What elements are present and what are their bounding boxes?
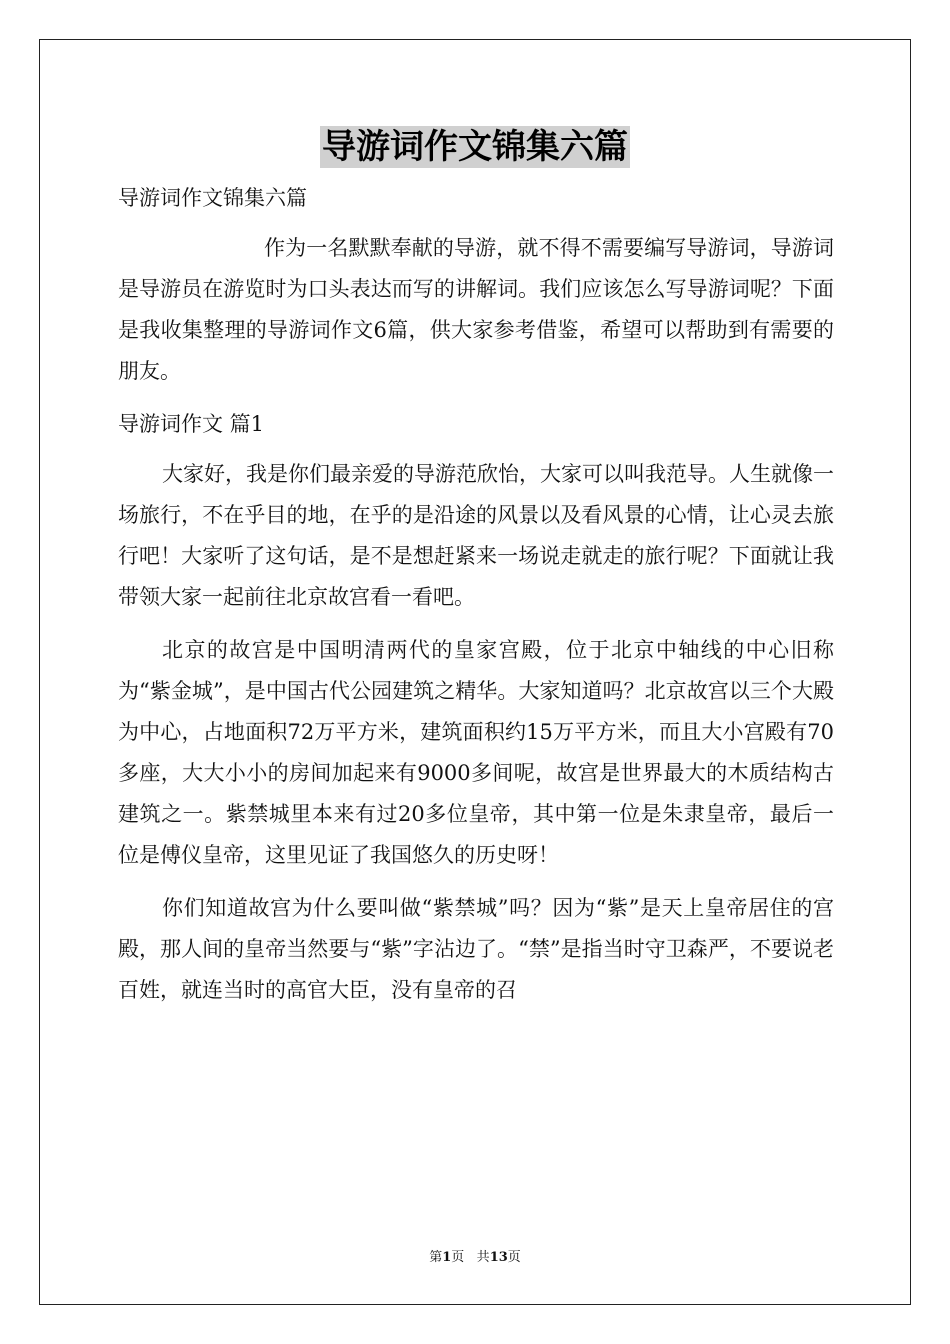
page-number: 1 xyxy=(442,1250,452,1265)
total-pages: 13 xyxy=(489,1250,508,1265)
section-heading: 导游词作文 篇1 xyxy=(118,412,265,436)
page-footer xyxy=(0,1246,950,1265)
body-paragraph-3: 你们知道故宫为什么要叫做“紫禁城”吗？因为“紫”是天上皇帝居住的宫殿，那人间的皇帝当然要与“紫”字沾边了。“禁”是指当时守卫森严，不要说老百姓，就连当时的高官大臣，没有皇帝的召 xyxy=(118,896,834,1002)
title-container xyxy=(0,126,950,168)
document-subtitle: 导游词作文锦集六篇 xyxy=(118,186,307,210)
page-suffix: 页 xyxy=(451,1250,465,1265)
page-prefix: 第 xyxy=(429,1250,443,1265)
intro-paragraph: 作为一名默默奉献的导游，就不得不需要编写导游词，导游词是导游员在游览时为口头表达而写的讲解词。我们应该怎么写导游词呢？下面是我收集整理的导游词作文6篇，供大家参考借鉴，希望可以帮助到有需要的朋友。 xyxy=(118,236,834,383)
body-paragraph-1: 大家好，我是你们最亲爱的导游范欣怡，大家可以叫我范导。人生就像一场旅行，不在乎目的地，在乎的是沿途的风景以及看风景的心情，让心灵去旅行吧！大家听了这句话，是不是想赶紧来一场说走就走的旅行呢？下面就让我带领大家一起前往北京故宫看一看吧。 xyxy=(118,462,834,609)
total-prefix: 共 xyxy=(476,1250,490,1265)
total-suffix: 页 xyxy=(507,1250,521,1265)
document-body xyxy=(118,178,834,1023)
body-paragraph-2: 北京的故宫是中国明清两代的皇家宫殿，位于北京中轴线的中心旧称为“紫金城”，是中国古代公园建筑之精华。大家知道吗？北京故宫以三个大殿为中心，占地面积72万平方米，建筑面积约15万平方米，而且大小宫殿有70多座，大大小小的房间加起来有9000多间呢，故宫是世界最大的木质结构古建筑之一。紫禁城里本来有过20多位皇帝，其中第一位是朱隶皇帝，最后一位是傅仪皇帝，这里见证了我国悠久的历史呀！ xyxy=(118,638,834,867)
document-title: 导游词作文锦集六篇 xyxy=(322,127,628,167)
